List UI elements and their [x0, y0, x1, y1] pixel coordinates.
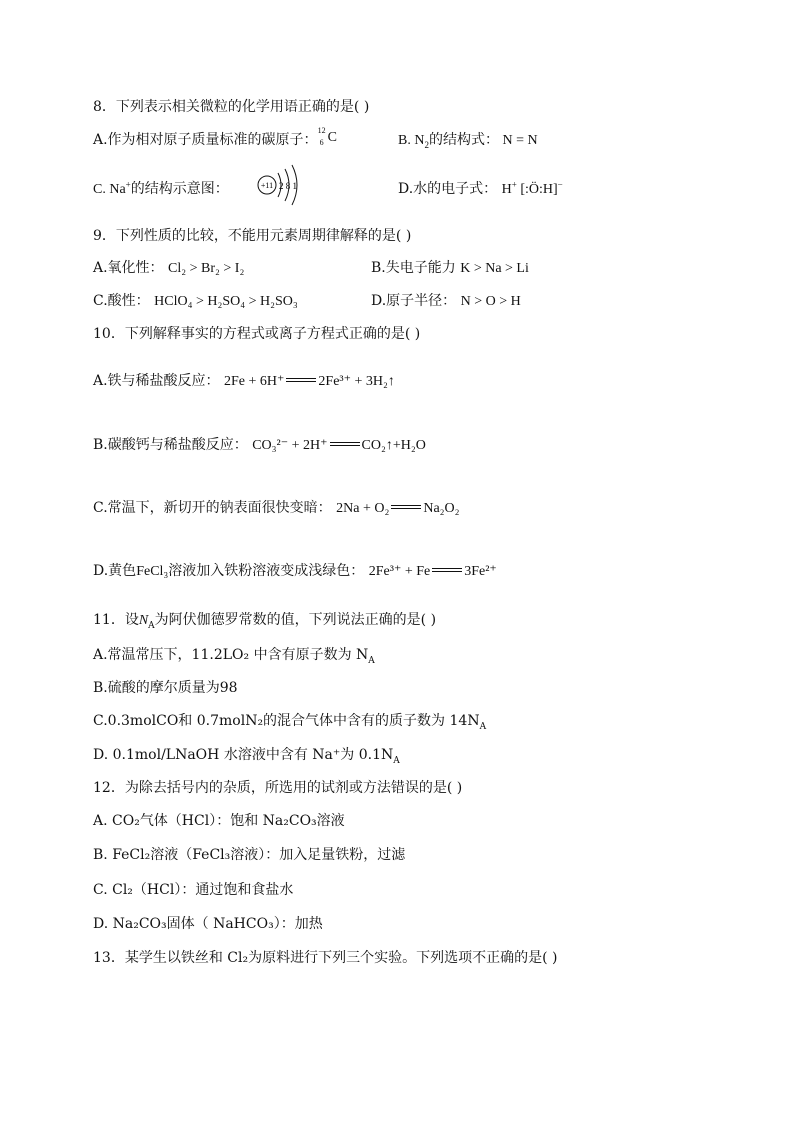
q10-option-b-lhs: CO₃²⁻ + 2H⁺	[252, 438, 328, 453]
question-11-stem	[93, 609, 436, 629]
q9-option-b-label: B.失电子能力	[371, 260, 456, 276]
q8-option-b-rest: 的结构式： N = N	[428, 133, 538, 148]
q11-stem-na-sub: A	[148, 620, 155, 631]
q9-option-c-expr: HClO₄ > H₂SO₄ > H₂SO₃	[154, 294, 298, 309]
question-12-stem: 12．为除去括号内的杂质，所选用的试剂或方法错误的是( )	[93, 780, 463, 796]
q11-stem-na: N	[138, 613, 149, 628]
q12-option-c: C. Cl₂（HCl）：通过饱和食盐水	[93, 882, 294, 898]
q11-stem-post: 为阿伏伽德罗常数的值，下列说法正确的是( )	[154, 612, 437, 628]
q10-option-d-label: D.黄色	[93, 563, 137, 579]
water-bracket-body: [:Ö:H]	[520, 182, 558, 197]
q12-option-d: D. Na₂CO₃固体（ NaHCO₃）：加热	[93, 916, 323, 932]
q8-option-d-text: D.水的电子式：	[398, 181, 498, 197]
water-h-charge: +	[511, 179, 517, 190]
q10-option-d-label2: 溶液加入铁粉溶液变成浅绿色：	[168, 563, 365, 579]
q8-option-b-text: B. N	[398, 133, 425, 148]
q11-option-c	[93, 710, 486, 730]
q11-option-a-sub: A	[368, 655, 375, 666]
q11-option-b: B.硫酸的摩尔质量为98	[93, 680, 238, 696]
q10-option-d-rhs: 3Fe²⁺	[464, 564, 497, 579]
question-9-stem: 9．下列性质的比较，不能用元素周期律解释的是( )	[93, 228, 412, 244]
q11-option-a-text: A.常温常压下，11.2LO₂ 中含有原子数为 N	[93, 647, 369, 663]
q9-option-a-expr: Cl₂ > Br₂ > I₂	[168, 261, 245, 276]
q8-option-c	[93, 178, 229, 198]
q8-option-b	[398, 129, 538, 149]
q9-option-d-label: D.原子半径：	[371, 293, 457, 309]
q11-option-d	[93, 744, 400, 764]
q10-option-b-label: B.碳酸钙与稀盐酸反应：	[93, 437, 248, 453]
q12-option-b: B. FeCl₂溶液（FeCl₃溶液）：加入足量铁粉，过滤	[93, 847, 406, 863]
q11-option-d-text: D. 0.1mol/LNaOH 水溶液中含有 Na⁺为 0.1N	[93, 747, 394, 763]
q10-option-a-lhs: 2Fe + 6H⁺	[224, 374, 285, 389]
electron-shells: 2 8 1	[279, 181, 297, 191]
q10-option-c-rhs: Na₂O₂	[423, 501, 460, 516]
q12-option-a: A. CO₂气体（HCl）：饱和 Na₂CO₃溶液	[93, 813, 345, 829]
q9-option-a-label: A.氧化性：	[93, 260, 164, 276]
q11-option-c-text: C.0.3molCO和 0.7molN₂的混合气体中含有的质子数为 14N	[93, 713, 480, 729]
q9-option-c-label: C.酸性：	[93, 293, 150, 309]
water-electron-formula	[501, 179, 563, 197]
q9-option-a	[93, 257, 244, 277]
q8-option-a-text: A.作为相对原子质量标准的碳原子：	[93, 132, 318, 148]
q9-option-b	[371, 257, 529, 277]
equals-sign	[328, 441, 362, 449]
question-10-stem: 10．下列解释事实的方程式或离子方程式正确的是( )	[93, 326, 421, 342]
isotope-atomic-number: 6	[319, 138, 324, 147]
equals-sign	[389, 504, 423, 512]
q10-option-a-label: A.铁与稀盐酸反应：	[93, 373, 220, 389]
nucleus-charge: +11	[260, 181, 274, 190]
q9-option-c	[93, 290, 298, 310]
q10-option-b-rhs: CO₂↑+H₂O	[361, 438, 426, 453]
q11-option-c-sub: A	[479, 721, 487, 732]
q10-option-a-rhs: 2Fe³⁺ + 3H₂↑	[318, 374, 395, 389]
sodium-ion-structure-diagram	[254, 163, 306, 207]
q9-option-b-expr: K > Na > Li	[460, 261, 529, 276]
isotope-mass-number: 12	[317, 126, 326, 135]
water-bracket-charge: −	[557, 179, 563, 190]
q8-option-c-sup: +	[125, 179, 131, 190]
q11-option-a	[93, 644, 375, 664]
q9-option-d	[371, 290, 521, 310]
q10-option-c-lhs: 2Na + O₂	[336, 501, 390, 516]
water-h-ion: H	[501, 182, 512, 197]
q8-option-c-rest: 的结构示意图：	[130, 182, 229, 197]
question-8-stem: 8．下列表示相关微粒的化学用语正确的是( )	[93, 99, 370, 115]
q8-option-b-sub: 2	[424, 139, 429, 150]
q10-option-d-mid: FeCl₃	[136, 564, 169, 579]
q8-option-c-text: C. Na	[93, 182, 126, 197]
carbon-isotope-symbol	[317, 126, 340, 148]
q10-option-d-lhs: 2Fe³⁺ + Fe	[368, 564, 431, 579]
q10-option-d	[93, 560, 497, 580]
q10-option-b	[93, 434, 426, 454]
q8-option-d	[398, 178, 563, 198]
equals-sign	[284, 377, 318, 385]
q10-option-c	[93, 497, 460, 517]
isotope-symbol: C	[327, 130, 337, 145]
q11-stem-pre: 11．设	[93, 612, 139, 628]
q11-option-d-sub: A	[393, 755, 400, 766]
question-13-stem: 13．某学生以铁丝和 Cl₂为原料进行下列三个实验。下列选项不正确的是( )	[93, 950, 558, 966]
q9-option-d-expr: N > O > H	[460, 294, 521, 309]
q10-option-c-label: C.常温下，新切开的钠表面很快变暗：	[93, 500, 332, 516]
equals-sign	[430, 567, 464, 575]
q8-option-a	[93, 126, 340, 149]
q10-option-a	[93, 370, 395, 390]
